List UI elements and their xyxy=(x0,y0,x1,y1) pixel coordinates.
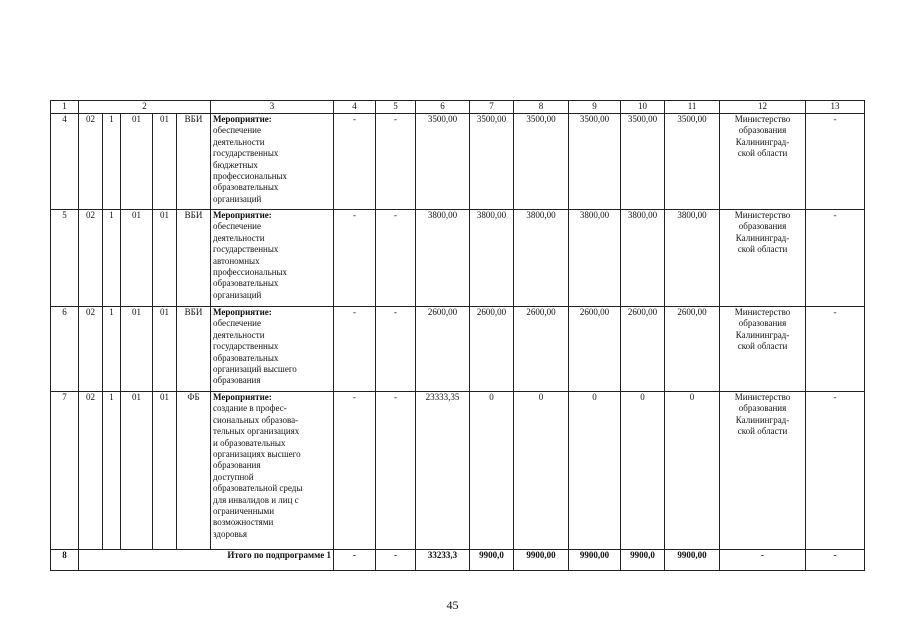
value-cell: 9900,0 xyxy=(470,550,514,571)
value-cell: 3500,00 xyxy=(514,114,569,210)
code-cell: 02 xyxy=(79,114,103,210)
value-cell: 33233,3 xyxy=(416,550,470,571)
header-cell: 8 xyxy=(514,101,569,114)
ministry-line: образования xyxy=(738,318,787,329)
header-cell: 12 xyxy=(720,101,806,114)
ministry-line: Министерство xyxy=(734,392,791,402)
page-number: 45 xyxy=(446,598,459,612)
value-cell: 3500,00 xyxy=(416,114,470,210)
ministry-line: Министерство xyxy=(734,210,791,220)
ministry-line: Калининград- xyxy=(735,414,790,425)
event-description-line: ограниченными xyxy=(213,506,275,517)
value-cell: - xyxy=(376,550,416,571)
event-title: Мероприятие: xyxy=(213,392,272,402)
event-description-line: обеспечение xyxy=(213,125,261,136)
value-cell: 2600,00 xyxy=(621,307,665,392)
code-cell: ФБ xyxy=(177,392,211,550)
event-description-line: образовательных xyxy=(213,182,279,193)
header-cell: 13 xyxy=(806,101,865,114)
header-cell: 1 xyxy=(51,101,79,114)
total-row xyxy=(51,550,865,571)
code-cell: 01 xyxy=(153,392,177,550)
total-label: Итого по подпрограмме 1 xyxy=(79,550,334,571)
value-cell: 0 xyxy=(665,392,720,550)
event-description-line: доступной xyxy=(213,471,254,482)
value-cell: - xyxy=(720,550,806,571)
value-cell: 3500,00 xyxy=(470,114,514,210)
value-cell: 2600,00 xyxy=(665,307,720,392)
responsible-ministry xyxy=(720,307,806,392)
ministry-line: ской области xyxy=(737,148,788,159)
ministry-line: Калининград- xyxy=(735,136,790,147)
code-cell: 1 xyxy=(103,114,121,210)
header-row xyxy=(51,101,865,114)
ministry-line: Министерство xyxy=(734,114,791,124)
event-description-line: организаций xyxy=(213,193,262,204)
value-cell: 0 xyxy=(514,392,569,550)
code-cell: 1 xyxy=(103,307,121,392)
value-cell: 9900,00 xyxy=(569,550,621,571)
code-cell: ВБИ xyxy=(177,307,211,392)
responsible-ministry xyxy=(720,210,806,307)
code-cell: 01 xyxy=(121,210,153,307)
row-number: 8 xyxy=(51,550,79,571)
code-cell: 01 xyxy=(153,307,177,392)
code-cell: 02 xyxy=(79,307,103,392)
header-cell: 11 xyxy=(665,101,720,114)
value-cell: 2600,00 xyxy=(514,307,569,392)
header-cell: 4 xyxy=(334,101,376,114)
code-cell: 01 xyxy=(121,392,153,550)
value-cell: - xyxy=(806,114,865,210)
row-number: 4 xyxy=(51,114,79,210)
ministry-line: ской области xyxy=(737,244,788,255)
event-description-line: профессиональных xyxy=(213,267,288,278)
event-description-line: и образовательных xyxy=(213,437,286,448)
value-cell: - xyxy=(806,550,865,571)
event-title: Мероприятие: xyxy=(213,114,272,124)
ministry-line: Министерство xyxy=(734,307,791,317)
value-cell: - xyxy=(334,550,376,571)
value-cell: 2600,00 xyxy=(569,307,621,392)
event-description xyxy=(211,210,334,307)
event-description-line: образования xyxy=(213,375,261,386)
event-description-line: образовательных xyxy=(213,278,279,289)
event-description-line: организаций высшего xyxy=(213,364,297,375)
value-cell: 3800,00 xyxy=(621,210,665,307)
value-cell: 3500,00 xyxy=(621,114,665,210)
value-cell: 3800,00 xyxy=(569,210,621,307)
event-description-line: образовательных xyxy=(213,352,279,363)
program-table xyxy=(50,100,865,571)
header-cell: 10 xyxy=(621,101,665,114)
value-cell: - xyxy=(806,392,865,550)
value-cell: - xyxy=(806,307,865,392)
event-description-line: обеспечение xyxy=(213,318,261,329)
code-cell: 1 xyxy=(103,210,121,307)
value-cell: 9900,0 xyxy=(621,550,665,571)
code-cell: 1 xyxy=(103,392,121,550)
event-description-line: деятельности xyxy=(213,232,265,243)
value-cell: 3800,00 xyxy=(665,210,720,307)
event-description-line: создание в профес- xyxy=(213,403,287,414)
value-cell: - xyxy=(334,392,376,550)
code-cell: 02 xyxy=(79,392,103,550)
value-cell: 3800,00 xyxy=(470,210,514,307)
value-cell: - xyxy=(334,210,376,307)
event-description xyxy=(211,307,334,392)
value-cell: 2600,00 xyxy=(470,307,514,392)
event-description-line: бюджетных xyxy=(213,159,258,170)
header-cell: 3 xyxy=(211,101,334,114)
event-description-line: здоровья xyxy=(213,528,247,539)
event-description-line: государственных xyxy=(213,148,279,159)
event-description-line: обеспечение xyxy=(213,221,261,232)
event-description xyxy=(211,392,334,550)
header-cell: 2 xyxy=(79,101,211,114)
event-description-line: образовательной среды xyxy=(213,483,303,494)
event-description-line: тельных организациях xyxy=(213,426,300,437)
ministry-line: Калининград- xyxy=(735,329,790,340)
header-cell: 5 xyxy=(376,101,416,114)
event-description-line: деятельности xyxy=(213,136,265,147)
event-description-line: организаций xyxy=(213,289,262,300)
header-cell: 6 xyxy=(416,101,470,114)
event-description-line: автономных xyxy=(213,255,260,266)
event-description-line: государственных xyxy=(213,341,279,352)
event-description-line: возможностями xyxy=(213,517,274,528)
ministry-line: образования xyxy=(738,403,787,414)
code-cell: 02 xyxy=(79,210,103,307)
code-cell: 01 xyxy=(121,114,153,210)
table-row xyxy=(51,307,865,392)
ministry-line: образования xyxy=(738,221,787,232)
ministry-line: ской области xyxy=(737,426,788,437)
ministry-line: образования xyxy=(738,125,787,136)
value-cell: - xyxy=(334,307,376,392)
event-title: Мероприятие: xyxy=(213,307,272,317)
table-row xyxy=(51,114,865,210)
event-description-line: деятельности xyxy=(213,329,265,340)
table-row xyxy=(51,392,865,550)
value-cell: - xyxy=(376,210,416,307)
code-cell: ВБИ xyxy=(177,210,211,307)
event-description-line: для инвалидов и лиц с xyxy=(213,494,299,505)
value-cell: 23333,35 xyxy=(416,392,470,550)
code-cell: 01 xyxy=(153,114,177,210)
ministry-line: Калининград- xyxy=(735,232,790,243)
header-cell: 7 xyxy=(470,101,514,114)
value-cell: 0 xyxy=(569,392,621,550)
value-cell: 0 xyxy=(470,392,514,550)
event-title: Мероприятие: xyxy=(213,210,272,220)
code-cell: 01 xyxy=(121,307,153,392)
responsible-ministry xyxy=(720,392,806,550)
event-description-line: государственных xyxy=(213,244,279,255)
ministry-line: ской области xyxy=(737,341,788,352)
event-description-line: организациях высшего xyxy=(213,449,301,460)
value-cell: - xyxy=(376,114,416,210)
code-cell: ВБИ xyxy=(177,114,211,210)
value-cell: - xyxy=(806,210,865,307)
row-number: 6 xyxy=(51,307,79,392)
value-cell: 9900,00 xyxy=(514,550,569,571)
code-cell: 01 xyxy=(153,210,177,307)
value-cell: - xyxy=(334,114,376,210)
header-cell: 9 xyxy=(569,101,621,114)
value-cell: 9900,00 xyxy=(665,550,720,571)
event-description-line: сиональных образова- xyxy=(213,414,299,425)
value-cell: 3800,00 xyxy=(416,210,470,307)
responsible-ministry xyxy=(720,114,806,210)
value-cell: - xyxy=(376,392,416,550)
value-cell: - xyxy=(376,307,416,392)
value-cell: 0 xyxy=(621,392,665,550)
event-description-line: профессиональных xyxy=(213,171,288,182)
value-cell: 3500,00 xyxy=(665,114,720,210)
row-number: 7 xyxy=(51,392,79,550)
event-description xyxy=(211,114,334,210)
value-cell: 3800,00 xyxy=(514,210,569,307)
value-cell: 2600,00 xyxy=(416,307,470,392)
value-cell: 3500,00 xyxy=(569,114,621,210)
event-description-line: образования xyxy=(213,460,261,471)
table-row xyxy=(51,210,865,307)
row-number: 5 xyxy=(51,210,79,307)
